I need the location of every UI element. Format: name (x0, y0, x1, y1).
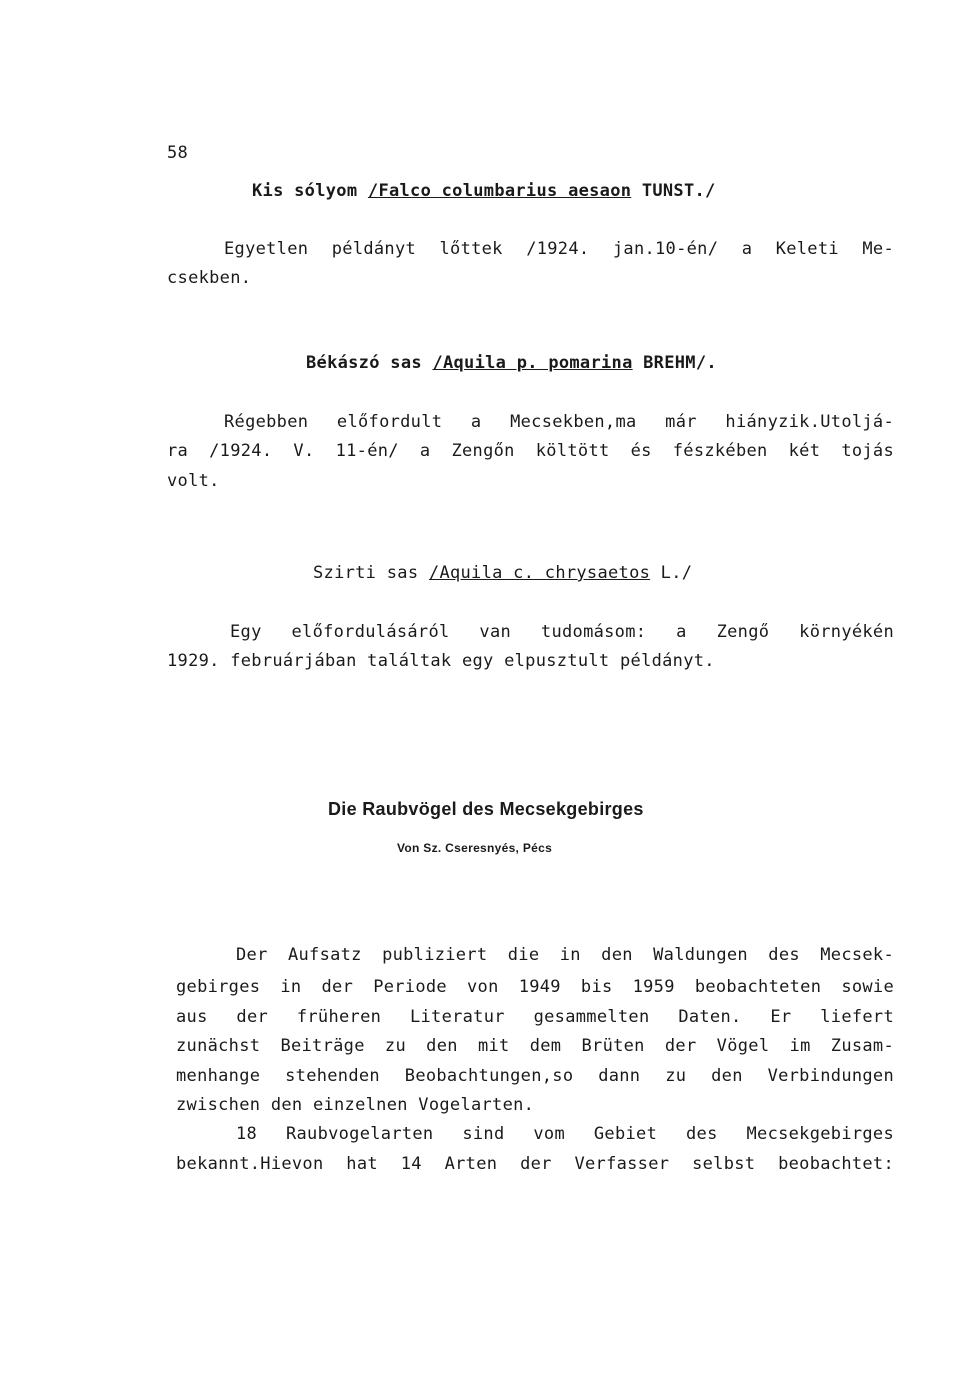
summary-line: 18 Raubvogelarten sind vom Gebiet des Mecsekgebirges (236, 1124, 894, 1144)
summary-line: bekannt.Hievon hat 14 Arten der Verfasser selbst beobachtet: (176, 1154, 894, 1174)
body-line: Egy előfordulásáról van tudomásom: a Zengő környékén (230, 622, 894, 642)
summary-heading: Die Raubvögel des Mecsekgebirges (328, 799, 644, 819)
species-author: L./ (650, 563, 693, 583)
page-number: 58 (167, 143, 189, 163)
body-line: Régebben előfordult a Mecsekben,ma már hiányzik.Utoljá- (224, 412, 894, 432)
species-name: Békászó sas (306, 353, 422, 373)
summary-byline: Von Sz. Cseresnyés, Pécs (397, 841, 553, 855)
summary-line: Der Aufsatz publiziert die in den Waldungen des Mecsek- (236, 945, 894, 965)
body-line: ra /1924. V. 11-én/ a Zengőn költött és fészkében két tojás (167, 441, 894, 461)
summary-line: aus der früheren Literatur gesammelten Daten. Er liefert (176, 1007, 894, 1027)
summary-line: menhange stehenden Beobachtungen,so dann zu den Verbindungen (176, 1066, 894, 1086)
species-heading-szirti-sas (313, 563, 692, 583)
summary-line: gebirges in der Periode von 1949 bis 1959 beobachteten sowie (176, 977, 894, 997)
summary-line: zunächst Beiträge zu den mit dem Brüten der Vögel im Zusam- (176, 1036, 894, 1056)
species-heading-kis-solyom (252, 181, 716, 201)
summary-line: zwischen den einzelnen Vogelarten. (176, 1095, 535, 1115)
species-scientific-name: /Aquila p. pomarina (432, 353, 633, 373)
body-line: csekben. (167, 268, 252, 288)
species-name: Szirti sas (313, 563, 419, 583)
species-author: TUNST./ (631, 181, 716, 201)
species-heading-bekaszo-sas (306, 353, 717, 373)
body-line: volt. (167, 471, 220, 491)
body-line: 1929. februárjában találtak egy elpusztult példányt. (167, 651, 715, 671)
species-name: Kis sólyom (252, 181, 358, 201)
body-line: Egyetlen példányt lőttek /1924. jan.10-én/ a Keleti Me- (224, 239, 894, 259)
species-author: BREHM/. (632, 353, 717, 373)
species-scientific-name: /Falco columbarius aesaon (367, 181, 632, 201)
species-scientific-name: /Aquila c. chrysaetos (428, 563, 651, 583)
